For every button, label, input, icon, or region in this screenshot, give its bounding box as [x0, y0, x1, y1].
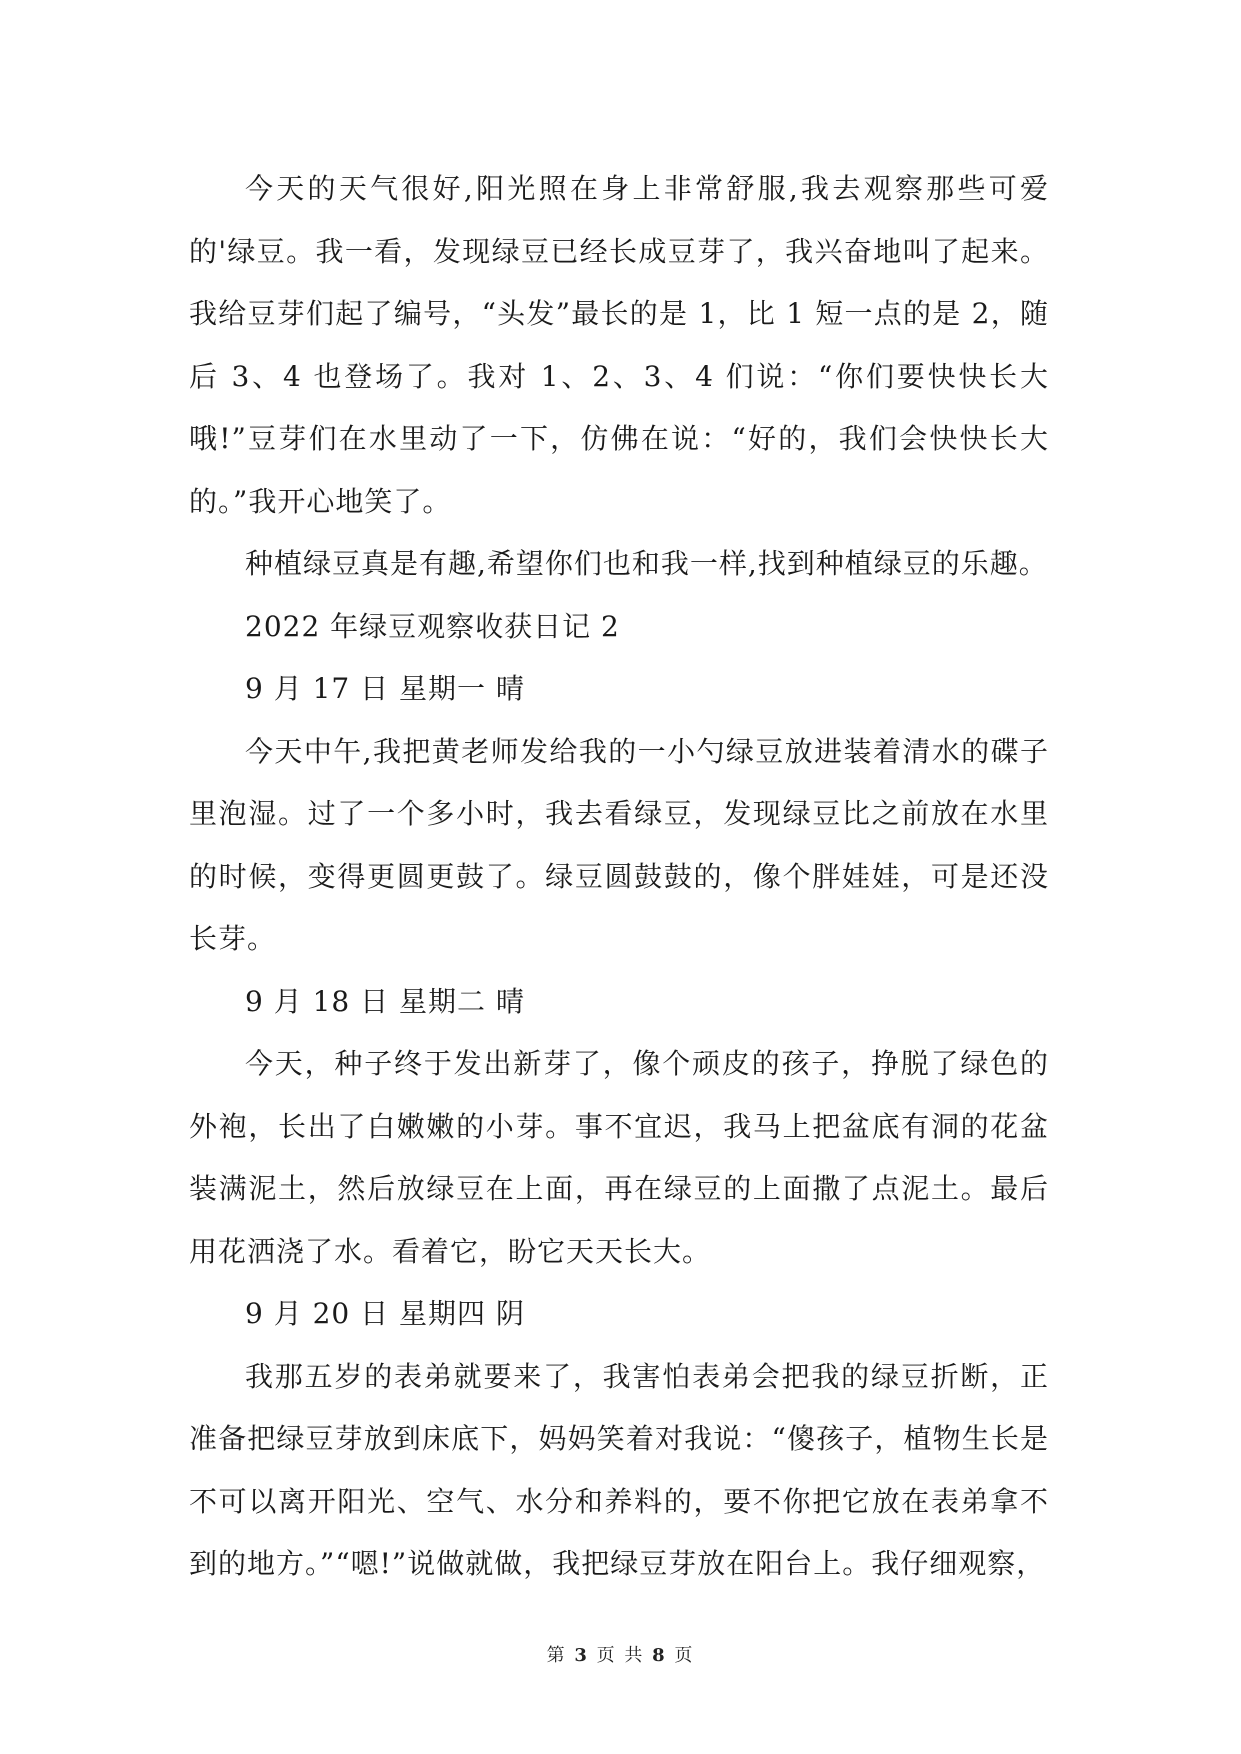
paragraph-observation-1: 今天的天气很好,阳光照在身上非常舒服,我去观察那些可爱的'绿豆。我一看，发现绿豆已经长成豆芽了，我兴奋地叫了起来。我给豆芽们起了编号，“头发”最长的是 1，比 1 短一点的是 2，随后 3、4 也登场了。我对 1、2、3、4 们说：“你们要快快长大哦!”豆芽们在水里动了一下，仿佛在说：“好的，我们会快快长大的。”我开心地笑了。 [189, 172, 1049, 518]
body-text [189, 158, 1049, 1596]
date-heading-0918: 9 月 18 日 星期二 晴 [245, 984, 525, 1018]
footer-current-page: 3 [574, 1645, 589, 1666]
paragraph-0920: 我那五岁的表弟就要来了，我害怕表弟会把我的绿豆折断，正准备把绿豆芽放到床底下，妈妈笑着对我说：“傻孩子，植物生长是不可以离开阳光、空气、水分和养料的，要不你把它放在表弟拿不到的地方。”“嗯!”说做就做，我把绿豆芽放在阳台上。我仔细观察， [189, 1359, 1049, 1580]
footer-total-pages: 8 [652, 1645, 667, 1666]
footer-prefix: 第 [546, 1645, 567, 1666]
footer-middle: 页 共 [596, 1645, 645, 1666]
paragraph-0918: 今天，种子终于发出新芽了，像个顽皮的孩子，挣脱了绿色的外袍，长出了白嫩嫩的小芽。事不宜迟，我马上把盆底有洞的花盆装满泥土，然后放绿豆在上面，再在绿豆的上面撒了点泥土。最后用花洒浇了水。看着它，盼它天天长大。 [189, 1047, 1049, 1268]
date-heading-0920: 9 月 20 日 星期四 阴 [245, 1297, 525, 1330]
footer-suffix: 页 [674, 1645, 695, 1666]
diary-title: 2022 年绿豆观察收获日记 2 [245, 609, 620, 643]
date-heading-0917: 9 月 17 日 星期一 晴 [245, 672, 525, 705]
page-footer [0, 1641, 1241, 1667]
paragraph-0917: 今天中午,我把黄老师发给我的一小勺绿豆放进装着清水的碟子里泡湿。过了一个多小时，我去看绿豆，发现绿豆比之前放在水里的时候，变得更圆更鼓了。绿豆圆鼓鼓的，像个胖娃娃，可是还没长芽。 [189, 734, 1049, 955]
paragraph-conclusion: 种植绿豆真是有趣,希望你们也和我一样,找到种植绿豆的乐趣。 [245, 547, 1048, 580]
